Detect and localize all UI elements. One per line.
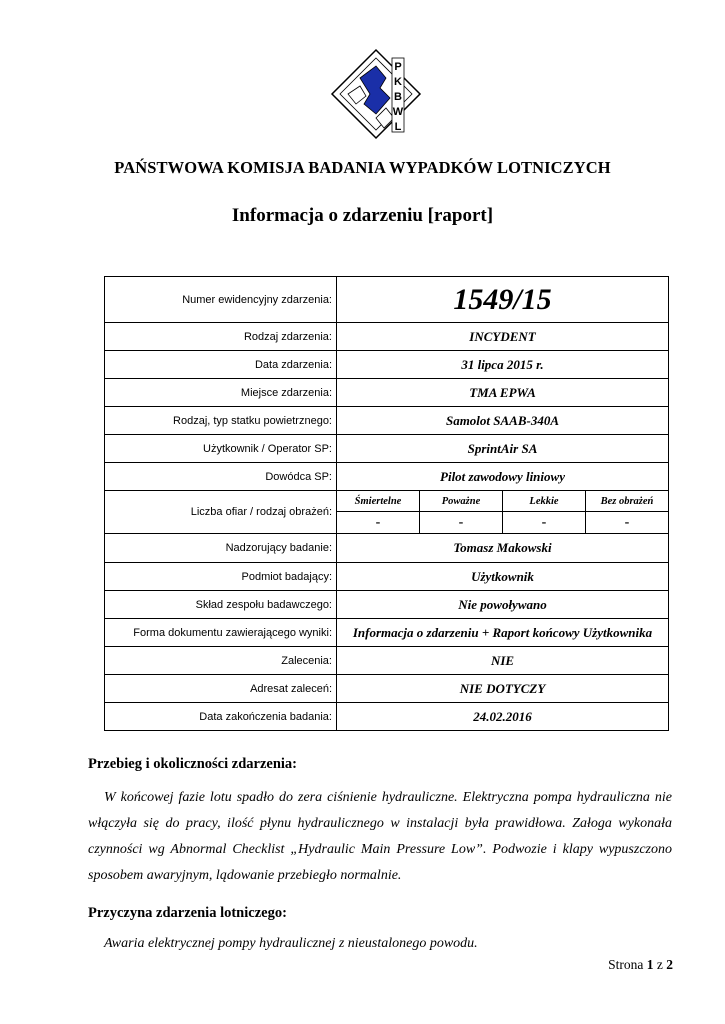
row-label: Numer ewidencyjny zdarzenia: bbox=[105, 277, 337, 323]
table-row bbox=[105, 277, 669, 323]
incident-number: 1549/15 bbox=[337, 277, 669, 323]
page-current: 1 bbox=[646, 957, 654, 972]
table-row bbox=[105, 323, 669, 351]
table-row bbox=[105, 435, 669, 463]
row-label: Liczba ofiar / rodzaj obrażeń: bbox=[105, 491, 337, 534]
course-text: W końcowej fazie lotu spadło do zera ciśnienie hydrauliczne. Elektryczna pompa hydrauliczna nie włączyła się do pracy, ilość płynu hydraulicznego w instalacji była prawidłowa. Załoga wykonała czynności wg Abnormal Checklist „Hydraulic Main Pressure Low”. Podwozie i klapy wypuszczono sposobem awaryjnym, lądowanie przebiegło normalnie. bbox=[88, 790, 672, 883]
row-label: Skład zespołu badawczego: bbox=[105, 591, 337, 619]
logo-letter: L bbox=[394, 121, 402, 133]
course-heading: Przebieg i okoliczności zdarzenia: bbox=[88, 756, 297, 772]
cause-heading: Przyczyna zdarzenia lotniczego: bbox=[88, 905, 287, 921]
row-value: Samolot SAAB-340A bbox=[337, 407, 669, 435]
page-total: 2 bbox=[666, 957, 673, 972]
row-value: INCYDENT bbox=[337, 323, 669, 351]
victims-header: Poważne bbox=[420, 491, 503, 512]
row-label: Data zdarzenia: bbox=[105, 351, 337, 379]
table-row bbox=[105, 675, 669, 703]
row-label: Rodzaj zdarzenia: bbox=[105, 323, 337, 351]
page-prefix: Strona bbox=[608, 957, 644, 972]
row-value: Tomasz Makowski bbox=[337, 534, 669, 563]
table-row bbox=[105, 463, 669, 491]
row-label: Rodzaj, typ statku powietrznego: bbox=[105, 407, 337, 435]
document-title: Informacja o zdarzeniu [raport] bbox=[231, 205, 494, 226]
victims-value: - bbox=[586, 512, 669, 534]
page-sep: z bbox=[656, 957, 663, 972]
row-value: Pilot zawodowy liniowy bbox=[337, 463, 669, 491]
row-label: Miejsce zdarzenia: bbox=[105, 379, 337, 407]
victims-value: - bbox=[420, 512, 503, 534]
logo-letter: B bbox=[394, 91, 402, 103]
logo-letter: K bbox=[394, 76, 402, 88]
table-row bbox=[105, 563, 669, 591]
pkbwl-logo bbox=[330, 48, 422, 140]
table-row bbox=[105, 407, 669, 435]
row-label: Forma dokumentu zawierającego wyniki: bbox=[105, 619, 337, 647]
row-label: Adresat zaleceń: bbox=[105, 675, 337, 703]
row-value: NIE DOTYCZY bbox=[337, 675, 669, 703]
table-row bbox=[105, 351, 669, 379]
row-label: Zalecenia: bbox=[105, 647, 337, 675]
victims-value: - bbox=[503, 512, 586, 534]
logo-letter: P bbox=[394, 61, 402, 73]
row-label: Data zakończenia badania: bbox=[105, 703, 337, 731]
victims-header: Bez obrażeń bbox=[586, 491, 669, 512]
organization-title: PAŃSTWOWA KOMISJA BADANIA WYPADKÓW LOTNICZYCH bbox=[114, 158, 611, 177]
row-value: 24.02.2016 bbox=[337, 703, 669, 731]
table-row bbox=[105, 647, 669, 675]
row-label: Użytkownik / Operator SP: bbox=[105, 435, 337, 463]
row-value: Nie powoływano bbox=[337, 591, 669, 619]
row-label: Podmiot badający: bbox=[105, 563, 337, 591]
victims-header: Lekkie bbox=[503, 491, 586, 512]
table-row bbox=[105, 591, 669, 619]
page-number bbox=[608, 957, 673, 973]
table-row bbox=[105, 534, 669, 563]
row-value: TMA EPWA bbox=[337, 379, 669, 407]
table-row bbox=[105, 703, 669, 731]
row-value: Użytkownik bbox=[337, 563, 669, 591]
row-label: Nadzorujący badanie: bbox=[105, 534, 337, 563]
victims-value: - bbox=[337, 512, 420, 534]
cause-text: Awaria elektrycznej pompy hydraulicznej z nieustalonego powodu. bbox=[104, 936, 478, 951]
table-row bbox=[105, 491, 669, 512]
table-row bbox=[105, 379, 669, 407]
logo-letter: W bbox=[392, 106, 404, 118]
victims-header: Śmiertelne bbox=[337, 491, 420, 512]
row-label: Dowódca SP: bbox=[105, 463, 337, 491]
incident-info-table bbox=[104, 276, 669, 731]
row-value: NIE bbox=[337, 647, 669, 675]
table-row bbox=[105, 619, 669, 647]
row-value: 31 lipca 2015 r. bbox=[337, 351, 669, 379]
row-value: Informacja o zdarzeniu + Raport końcowy Użytkownika bbox=[337, 619, 669, 647]
row-value: SprintAir SA bbox=[337, 435, 669, 463]
